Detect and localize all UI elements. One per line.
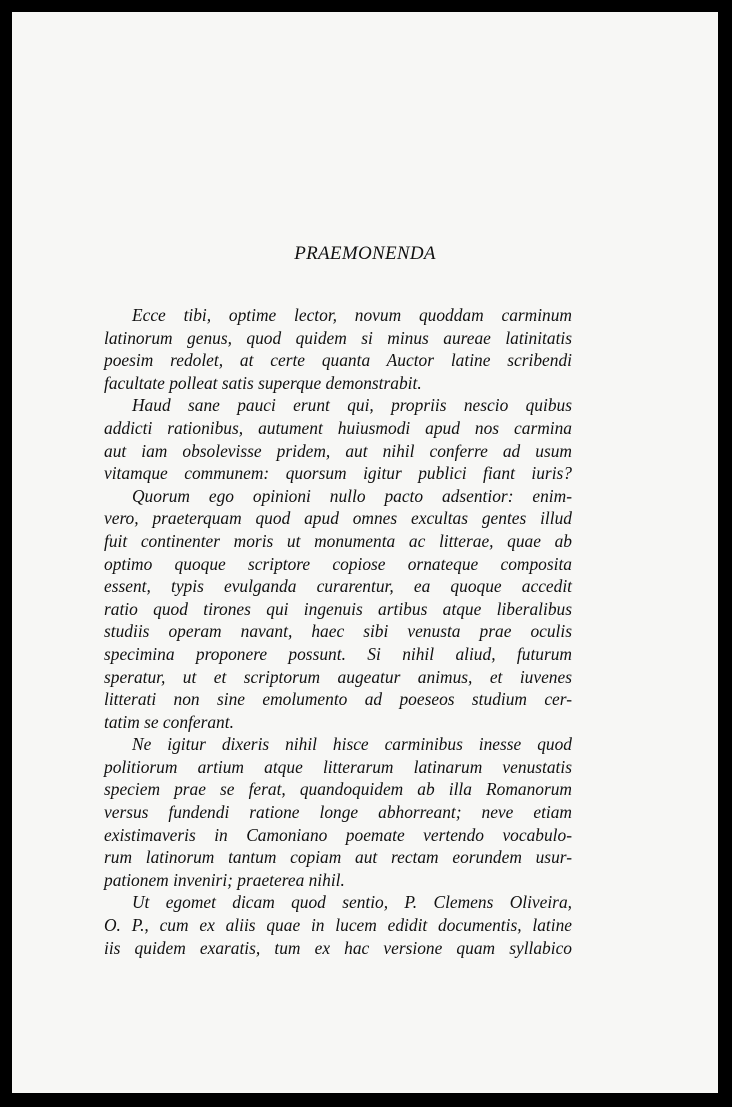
text-line: ratio quod tirones qui ingenuis artibus atque liberalibus: [104, 598, 572, 619]
text-line: Ut egomet dicam quod sentio, P. Clemens Oliveira,: [132, 892, 572, 913]
text-line: fuit continenter moris ut monumenta ac litterae, quae ab: [104, 530, 572, 551]
text-line: Haud sane pauci erunt qui, propriis nescio quibus: [132, 395, 572, 416]
text-line: Ne igitur dixeris nihil hisce carminibus inesse quod: [132, 734, 572, 755]
text-line: versus fundendi ratione longe abhorreant; neve etiam: [104, 802, 572, 823]
text-line: litterati non sine emolumento ad poeseos studium cer-: [104, 689, 572, 710]
text-line: studiis operam navant, haec sibi venusta prae oculis: [104, 621, 572, 642]
text-line: vero, praeterquam quod apud omnes excultas gentes illud: [104, 508, 572, 529]
text-line: pationem inveniri; praeterea nihil.: [104, 869, 345, 890]
text-line: vitamque communem: quorsum igitur publici fiant iuris?: [104, 463, 572, 484]
text-line: existimaveris in Camoniano poemate vertendo vocabulo-: [104, 824, 572, 845]
paragraph-3: [104, 485, 572, 734]
text-line: specimina proponere possunt. Si nihil aliud, futurum: [104, 643, 572, 664]
text-line: addicti rationibus, autument huiusmodi apud nos carmina: [104, 417, 572, 438]
body-text: [104, 304, 572, 959]
text-line: Ecce tibi, optime lector, novum quoddam carminum: [132, 305, 572, 325]
paragraph-4: [104, 733, 572, 891]
paragraph-1: [104, 304, 572, 394]
text-line: Quorum ego opinioni nullo pacto adsentior: enim-: [132, 485, 572, 506]
page-title: PRAEMONENDA: [294, 243, 436, 264]
text-line: tatim se conferant.: [104, 711, 234, 732]
text-line: politiorum artium atque litterarum latinarum venustatis: [104, 756, 572, 777]
text-line: aut iam obsolevisse pridem, aut nihil conferre ad usum: [104, 440, 572, 461]
text-line: speratur, ut et scriptorum augeatur animus, et iuvenes: [104, 666, 572, 687]
text-line: latinorum genus, quod quidem si minus aureae latinitatis: [104, 327, 572, 348]
text-line: O. P., cum ex aliis quae in lucem edidit documentis, latine: [104, 915, 572, 936]
document-page: [12, 12, 718, 1093]
text-line: speciem prae se ferat, quandoquidem ab illa Romanorum: [104, 779, 572, 800]
text-line: essent, typis evulganda curarentur, ea quoque accedit: [104, 576, 572, 597]
paragraph-2: [104, 394, 572, 484]
text-line: optimo quoque scriptore copiose ornateque composita: [104, 553, 572, 574]
text-line: facultate polleat satis superque demonstrabit.: [104, 372, 422, 393]
text-line: rum latinorum tantum copiam aut rectam eorundem usur-: [104, 847, 572, 868]
text-line: iis quidem exaratis, tum ex hac versione quam syllabico: [104, 937, 572, 958]
text-line: poesim redolet, at certe quanta Auctor latine scribendi: [104, 350, 572, 371]
paragraph-5: [104, 891, 572, 959]
